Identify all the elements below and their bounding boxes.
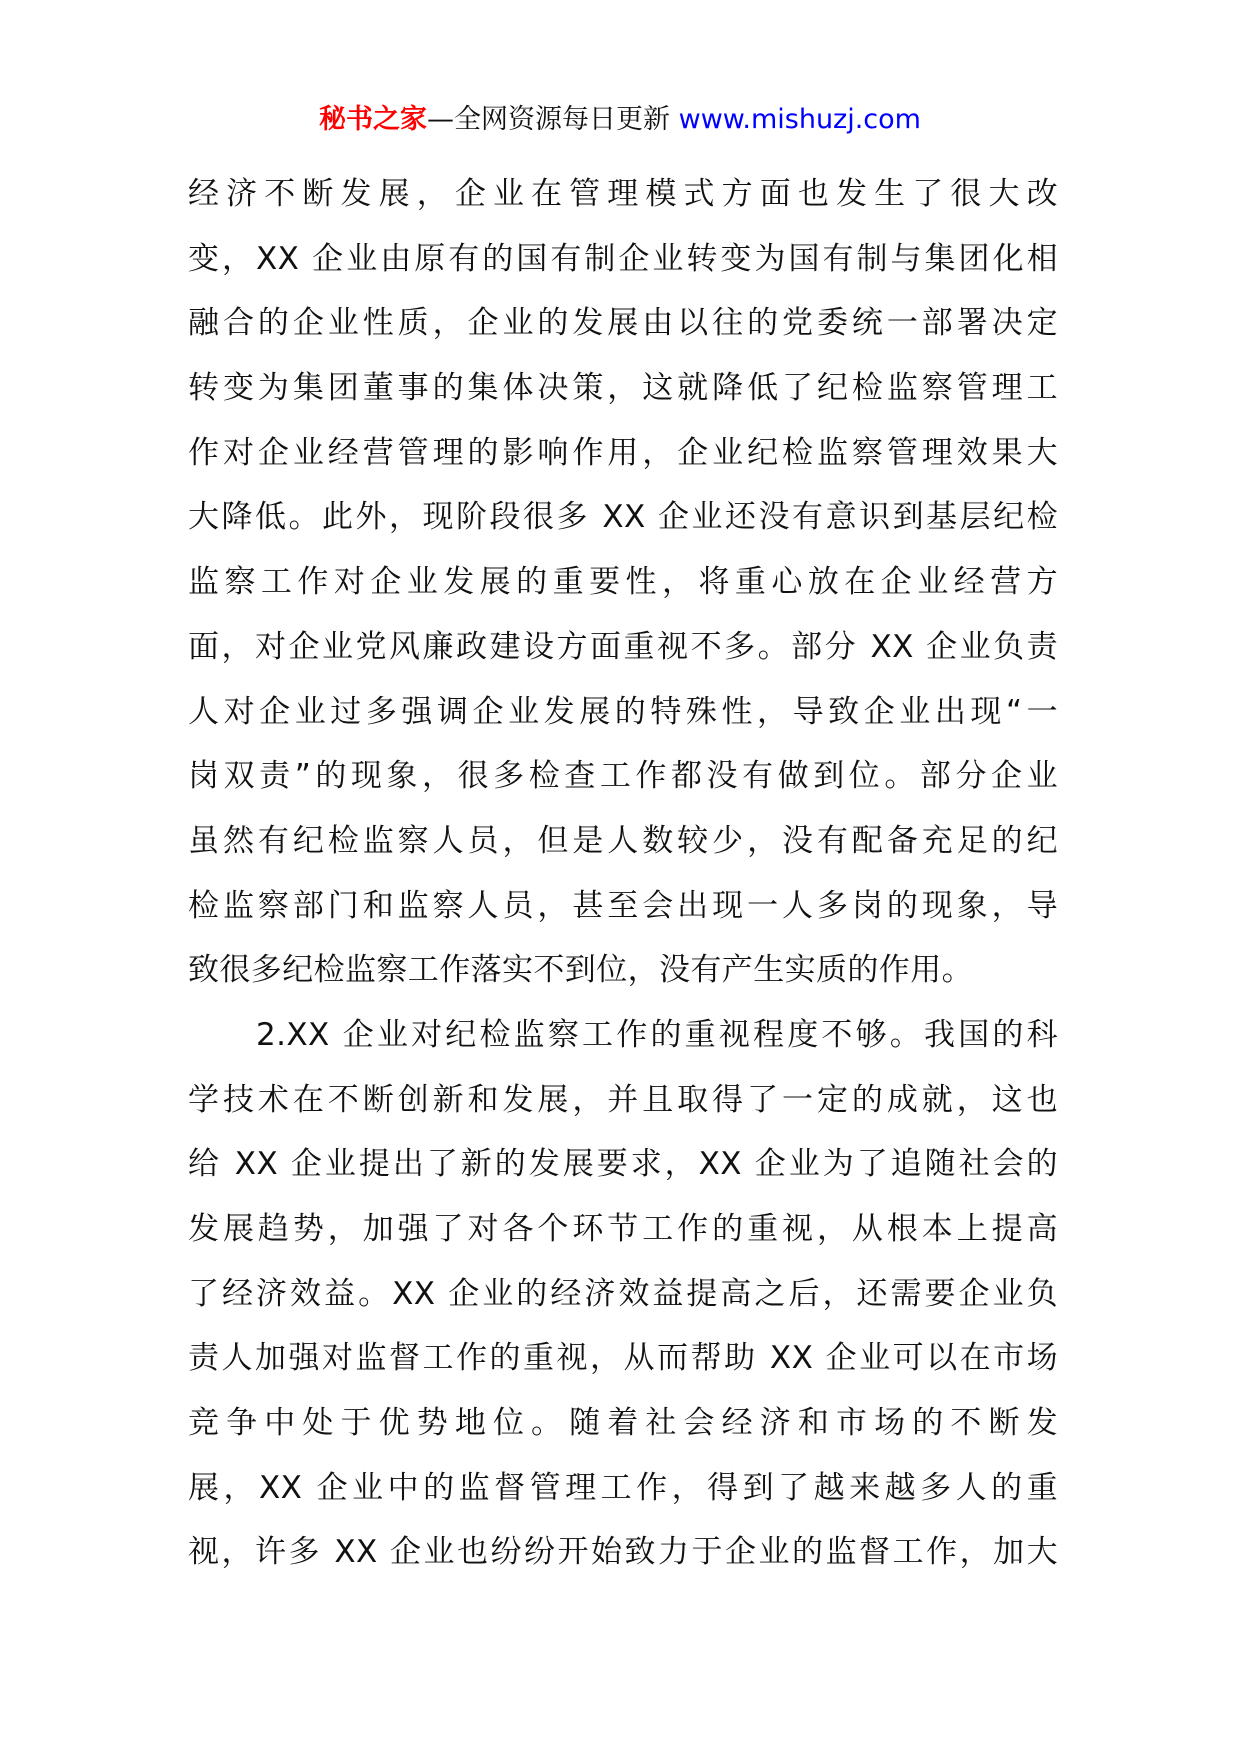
text-line: 展，XX 企业中的监督管理工作，得到了越来越多人的重 bbox=[188, 1469, 1058, 1506]
text-line: 人对企业过多强调企业发展的特殊性，导致企业出现“一 bbox=[188, 693, 1058, 730]
text-line: 监察工作对企业发展的重要性，将重心放在企业经营方 bbox=[188, 564, 1058, 601]
text-line: 发展趋势，加强了对各个环节工作的重视，从根本上提高 bbox=[188, 1211, 1058, 1247]
brand-name: 秘书之家 bbox=[319, 104, 428, 135]
text-line: 学技术在不断创新和发展，并且取得了一定的成就，这也 bbox=[188, 1081, 1058, 1118]
header-tagline: —全网资源每日更新 bbox=[427, 104, 671, 135]
text-line: 融合的企业性质，企业的发展由以往的党委统一部署决定 bbox=[188, 305, 1058, 342]
text-line: 竞争中处于优势地位。随着社会经济和市场的不断发 bbox=[188, 1405, 1058, 1442]
text-line: 虽然有纪检监察人员，但是人数较少，没有配备充足的纪 bbox=[188, 822, 1058, 859]
text-line: 责人加强对监督工作的重视，从而帮助 XX 企业可以在市场 bbox=[188, 1340, 1058, 1377]
text-line: 岗双责”的现象，很多检查工作都没有做到位。部分企业 bbox=[188, 758, 1058, 795]
site-url-link[interactable]: www.mishuzj.com bbox=[678, 104, 921, 135]
text-line: 给 XX 企业提出了新的发展要求，XX 企业为了追随社会的 bbox=[188, 1146, 1058, 1183]
text-line: 变，XX 企业由原有的国有制企业转变为国有制与集团化相 bbox=[188, 240, 1058, 277]
text-line: 检监察部门和监察人员，甚至会出现一人多岗的现象，导 bbox=[188, 887, 1058, 924]
text-line: 作对企业经营管理的影响作用，企业纪检监察管理效果大 bbox=[188, 434, 1058, 471]
text-line: 经济不断发展，企业在管理模式方面也发生了很大改 bbox=[188, 176, 1058, 212]
site-header bbox=[0, 100, 1240, 140]
text-line: 了经济效益。XX 企业的经济效益提高之后，还需要企业负 bbox=[188, 1275, 1058, 1312]
text-line: 转变为集团董事的集体决策，这就降低了纪检监察管理工 bbox=[188, 370, 1058, 407]
text-line: 面，对企业党风廉政建设方面重视不多。部分 XX 企业负责 bbox=[188, 628, 1058, 665]
paragraph-start-line: 2.XX 企业对纪检监察工作的重视程度不够。我国的科 bbox=[256, 1016, 1058, 1053]
body-text bbox=[188, 162, 1058, 1585]
text-line: 大降低。此外，现阶段很多 XX 企业还没有意识到基层纪检 bbox=[188, 499, 1058, 536]
text-line: 视，许多 XX 企业也纷纷开始致力于企业的监督工作，加大 bbox=[188, 1534, 1058, 1571]
paragraph-end-line: 致很多纪检监察工作落实不到位，没有产生实质的作用。 bbox=[188, 952, 973, 989]
